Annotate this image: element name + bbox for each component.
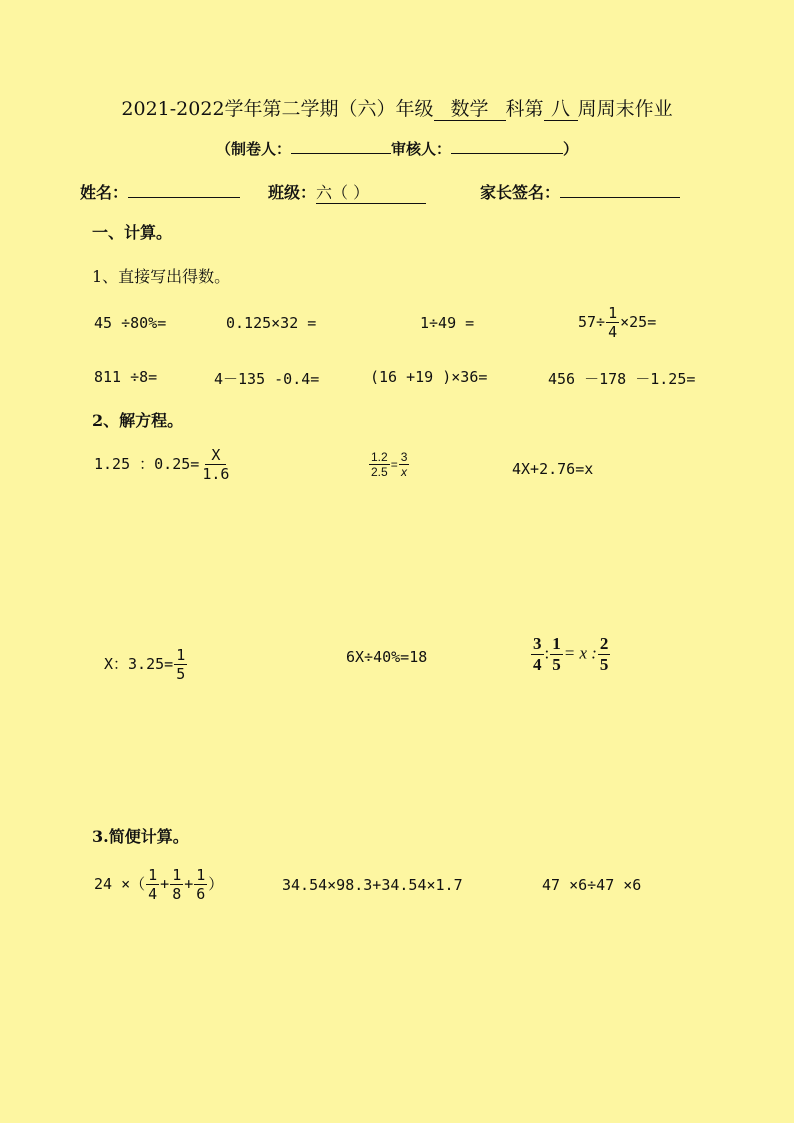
equation-1 [94, 446, 232, 483]
denominator: 5 [552, 655, 561, 674]
denominator: x [401, 465, 408, 479]
equation-2 [368, 450, 410, 479]
simplify-3: 47 ×6÷47 ×6 [542, 876, 642, 894]
numerator: 1.2 [371, 450, 388, 464]
numerator: 1 [148, 866, 158, 884]
title-part2: 科第 [505, 98, 544, 120]
section1-heading: 一、计算。 [92, 223, 173, 242]
numerator: 3 [533, 634, 542, 653]
equation-5: 6X÷40%=18 [346, 648, 428, 666]
simplify-1 [94, 866, 223, 903]
parent-group [480, 180, 680, 203]
makers-line [0, 138, 794, 159]
week-field: 八 [544, 98, 578, 121]
equation-1-pre: 1.25 ：0.25= [94, 455, 200, 473]
fraction [598, 634, 611, 675]
equation-4-pre: X：3.25= [104, 655, 174, 673]
numerator: 1 [552, 634, 561, 653]
denominator: 8 [172, 885, 182, 903]
calc-1-2: 0.125×32 = [226, 314, 317, 332]
calc-2-3: (16 +19 )×36= [370, 368, 488, 386]
numerator: 2 [599, 634, 609, 653]
reviewer-label: 审核人： [390, 140, 451, 158]
calc-2-2: 4－135 -0.4= [214, 370, 320, 388]
part2-heading: 2、解方程。 [92, 411, 184, 430]
simplify-2: 34.54×98.3+34.54×1.7 [282, 876, 463, 894]
equals-sign: = [390, 457, 398, 472]
fraction [550, 634, 563, 675]
fraction [174, 646, 187, 683]
fraction [606, 304, 619, 341]
numerator: 1 [172, 866, 182, 884]
section3-heading: 3.简便计算。 [92, 827, 189, 846]
equation-4 [104, 646, 188, 683]
maker-blank[interactable] [291, 138, 391, 154]
class-group [268, 180, 426, 204]
fraction [399, 450, 410, 479]
plus-sign: + [160, 875, 170, 893]
numerator: 1 [196, 866, 206, 884]
denominator: 6 [196, 885, 206, 903]
calc-1-4-pre: 57÷ [578, 313, 606, 331]
denominator: 4 [148, 885, 158, 903]
title-part3: 周周末作业 [577, 98, 673, 120]
fraction [200, 446, 231, 483]
class-label: 班级： [268, 183, 317, 202]
denominator: 4 [608, 323, 618, 341]
calc-1-3: 1÷49 = [420, 314, 475, 332]
numerator: 1 [608, 304, 618, 322]
denominator: 1.6 [202, 465, 230, 483]
calc-2-4: 456 －178 －1.25= [548, 370, 696, 388]
parent-label: 家长签名： [480, 183, 561, 202]
fraction [369, 450, 390, 479]
page-title [0, 94, 794, 121]
simplify-1-post: ） [208, 875, 224, 893]
name-blank[interactable] [128, 181, 240, 198]
fraction [531, 634, 544, 675]
fraction [170, 866, 183, 903]
plus-sign: + [184, 875, 194, 893]
subject-field: 数学 [434, 98, 506, 121]
name-label: 姓名： [80, 183, 129, 202]
ratio-middle: = x : [563, 643, 597, 663]
calc-1-4-post: ×25= [620, 313, 657, 331]
name-group [80, 180, 240, 203]
denominator: 4 [533, 655, 542, 674]
calc-2-1: 811 ÷8= [94, 368, 158, 386]
numerator: 1 [176, 646, 186, 664]
title-part1: 2021-2022学年第二学期（六）年级 [121, 98, 434, 120]
makers-close: ） [563, 140, 579, 158]
fraction [194, 866, 207, 903]
equation-3: 4X+2.76=x [512, 460, 594, 478]
numerator: 3 [400, 450, 408, 464]
fraction [146, 866, 159, 903]
calc-1-4 [578, 304, 656, 341]
maker-label: （制卷人： [215, 140, 291, 158]
simplify-1-pre: 24 ×（ [94, 875, 146, 893]
equation-6 [530, 634, 611, 675]
denominator: 5 [176, 665, 186, 683]
denominator: 5 [599, 655, 609, 674]
part1-heading: 1、直接写出得数。 [92, 267, 231, 286]
calc-1-1: 45 ÷80%= [94, 314, 167, 332]
parent-signature-blank[interactable] [560, 181, 680, 198]
ratio-colon: : [544, 643, 550, 663]
denominator: 2.5 [371, 465, 388, 479]
class-blank[interactable]: 六（ ） [316, 180, 426, 204]
reviewer-blank[interactable] [451, 138, 563, 154]
numerator: X [205, 446, 226, 465]
